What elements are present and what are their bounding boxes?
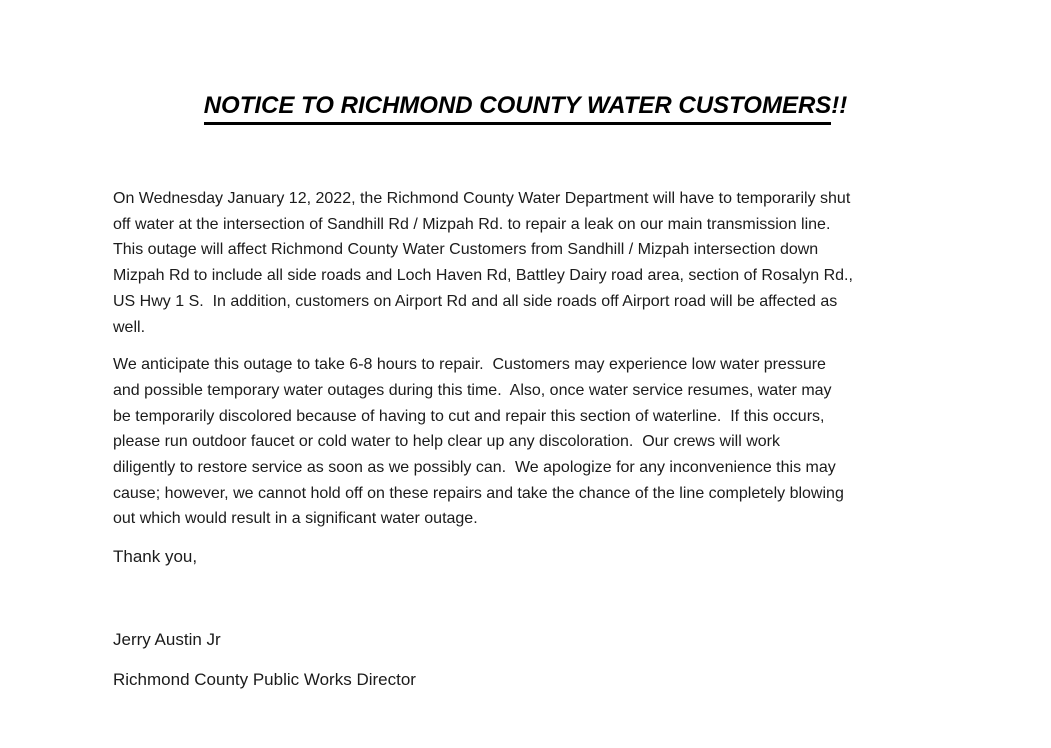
document-title-exclamation: !! bbox=[831, 92, 848, 119]
text-line: diligently to restore service as soon as we possibly can. We apologize for any inconvenience this may bbox=[113, 459, 836, 477]
text-line: be temporarily discolored because of having to cut and repair this section of waterline. If this occurs, bbox=[113, 407, 825, 425]
signature-name: Jerry Austin Jr bbox=[113, 629, 221, 649]
signature-role: Richmond County Public Works Director bbox=[113, 669, 416, 689]
paragraph-closing-thanks bbox=[113, 544, 937, 570]
text-line: please run outdoor faucet or cold water to help clear up any discoloration. Our crews will work bbox=[113, 433, 780, 451]
text-line: On Wednesday January 12, 2022, the Richmond County Water Department will have to temporarily shut bbox=[113, 190, 851, 207]
document-title-underlined-text: NOTICE TO RICHMOND COUNTY WATER CUSTOMERS bbox=[204, 92, 832, 125]
text-line: This outage will affect Richmond County Water Customers from Sandhill / Mizpah intersection down bbox=[113, 241, 819, 259]
document-body bbox=[113, 186, 937, 692]
text-line: We anticipate this outage to take 6-8 hours to repair. Customers may experience low water pressure bbox=[113, 356, 826, 374]
text-line: cause; however, we cannot hold off on these repairs and take the chance of the line completely blowing bbox=[113, 484, 844, 502]
document-title bbox=[0, 92, 1051, 125]
text-line: well. bbox=[113, 318, 146, 336]
text-line: off water at the intersection of Sandhill Rd / Mizpah Rd. to repair a leak on our main transmission line. bbox=[113, 215, 831, 233]
text-line: Mizpah Rd to include all side roads and Loch Haven Rd, Battley Dairy road area, section of Rosalyn Rd., bbox=[113, 267, 853, 285]
paragraph-repair-expectations bbox=[113, 352, 937, 532]
text-line: Thank you, bbox=[113, 547, 198, 567]
text-line: US Hwy 1 S. In addition, customers on Airport Rd and all side roads off Airport road will be affected as bbox=[113, 292, 838, 310]
text-line: and possible temporary water outages during this time. Also, once water service resumes, water may bbox=[113, 381, 832, 399]
text-line: out which would result in a significant water outage. bbox=[113, 510, 478, 528]
paragraph-outage-details bbox=[113, 186, 937, 340]
